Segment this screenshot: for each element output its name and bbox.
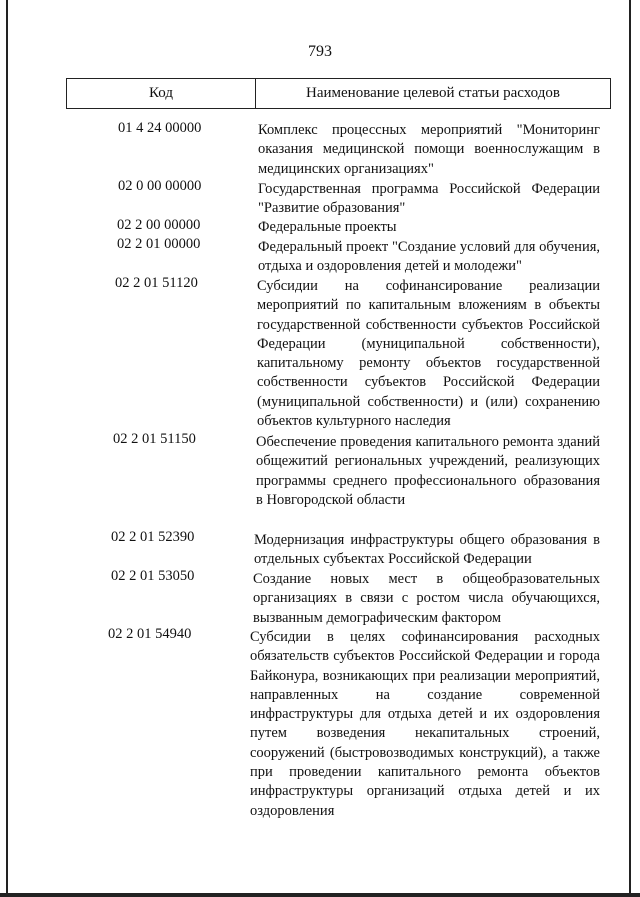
row-code: 02 2 01 51150 [113,431,196,447]
row-code: 02 2 01 52390 [111,529,195,545]
row-code: 02 2 01 51120 [115,275,198,291]
row-code: 02 2 00 00000 [117,217,201,233]
page-number: 793 [308,43,332,60]
header-name: Наименование целевой статьи расходов [306,85,560,101]
row-name: Субсидии на софинансирование реализации мероприятий по капитальным вложениям в объекты государственной собственности субъектов Российской Федерации (муниципальной собственности), капитальному ремонту объектов государственной собственности субъектов Российской Федерации (муниципальной собственности) и (или) сохранению объектов культурного наследия [257,278,600,430]
scan-edge-right [629,0,631,897]
scan-edge-bottom [0,893,640,897]
row-name: Субсидии в целях софинансирования расходных обязательств субъектов Российской Федерации и города Байконура, возникающих при реализации мероприятий, направленных на создание современной инфраструктуры для отдыха детей и их оздоровления путем возведения некапитальных строений, сооружений (быстровозводимых конструкций), а также при проведении капитального ремонта объектов инфраструктуры организаций отдыха детей и их оздоровления [250,629,600,819]
row-name: Модернизация инфраструктуры общего образования в отдельных субъектах Российской Федерации [254,532,600,568]
table-header [66,78,611,109]
row-code: 02 0 00 00000 [118,178,202,194]
row-code: 02 2 01 00000 [117,236,201,252]
row-code: 01 4 24 00000 [118,120,202,136]
row-name: Федеральный проект "Создание условий для обучения, отдыха и оздоровления детей и молодежи" [258,239,600,275]
scan-edge-left [6,0,8,897]
row-name: Государственная программа Российской Федерации "Развитие образования" [258,181,600,217]
row-name: Комплекс процессных мероприятий "Мониторинг оказания медицинской помощи военнослужащим в медицинских организациях" [258,122,600,177]
row-name: Создание новых мест в общеобразовательных организациях в связи с ростом числа обучающихся, вызванным демографическим фактором [253,571,600,626]
header-code: Код [67,79,256,108]
row-name: Федеральные проекты [258,219,397,235]
row-code: 02 2 01 54940 [108,626,192,642]
row-name: Обеспечение проведения капитального ремонта зданий общежитий региональных учреждений, реализующих программы среднего профессионального образования в Новгородской области [256,434,600,508]
row-code: 02 2 01 53050 [111,568,195,584]
